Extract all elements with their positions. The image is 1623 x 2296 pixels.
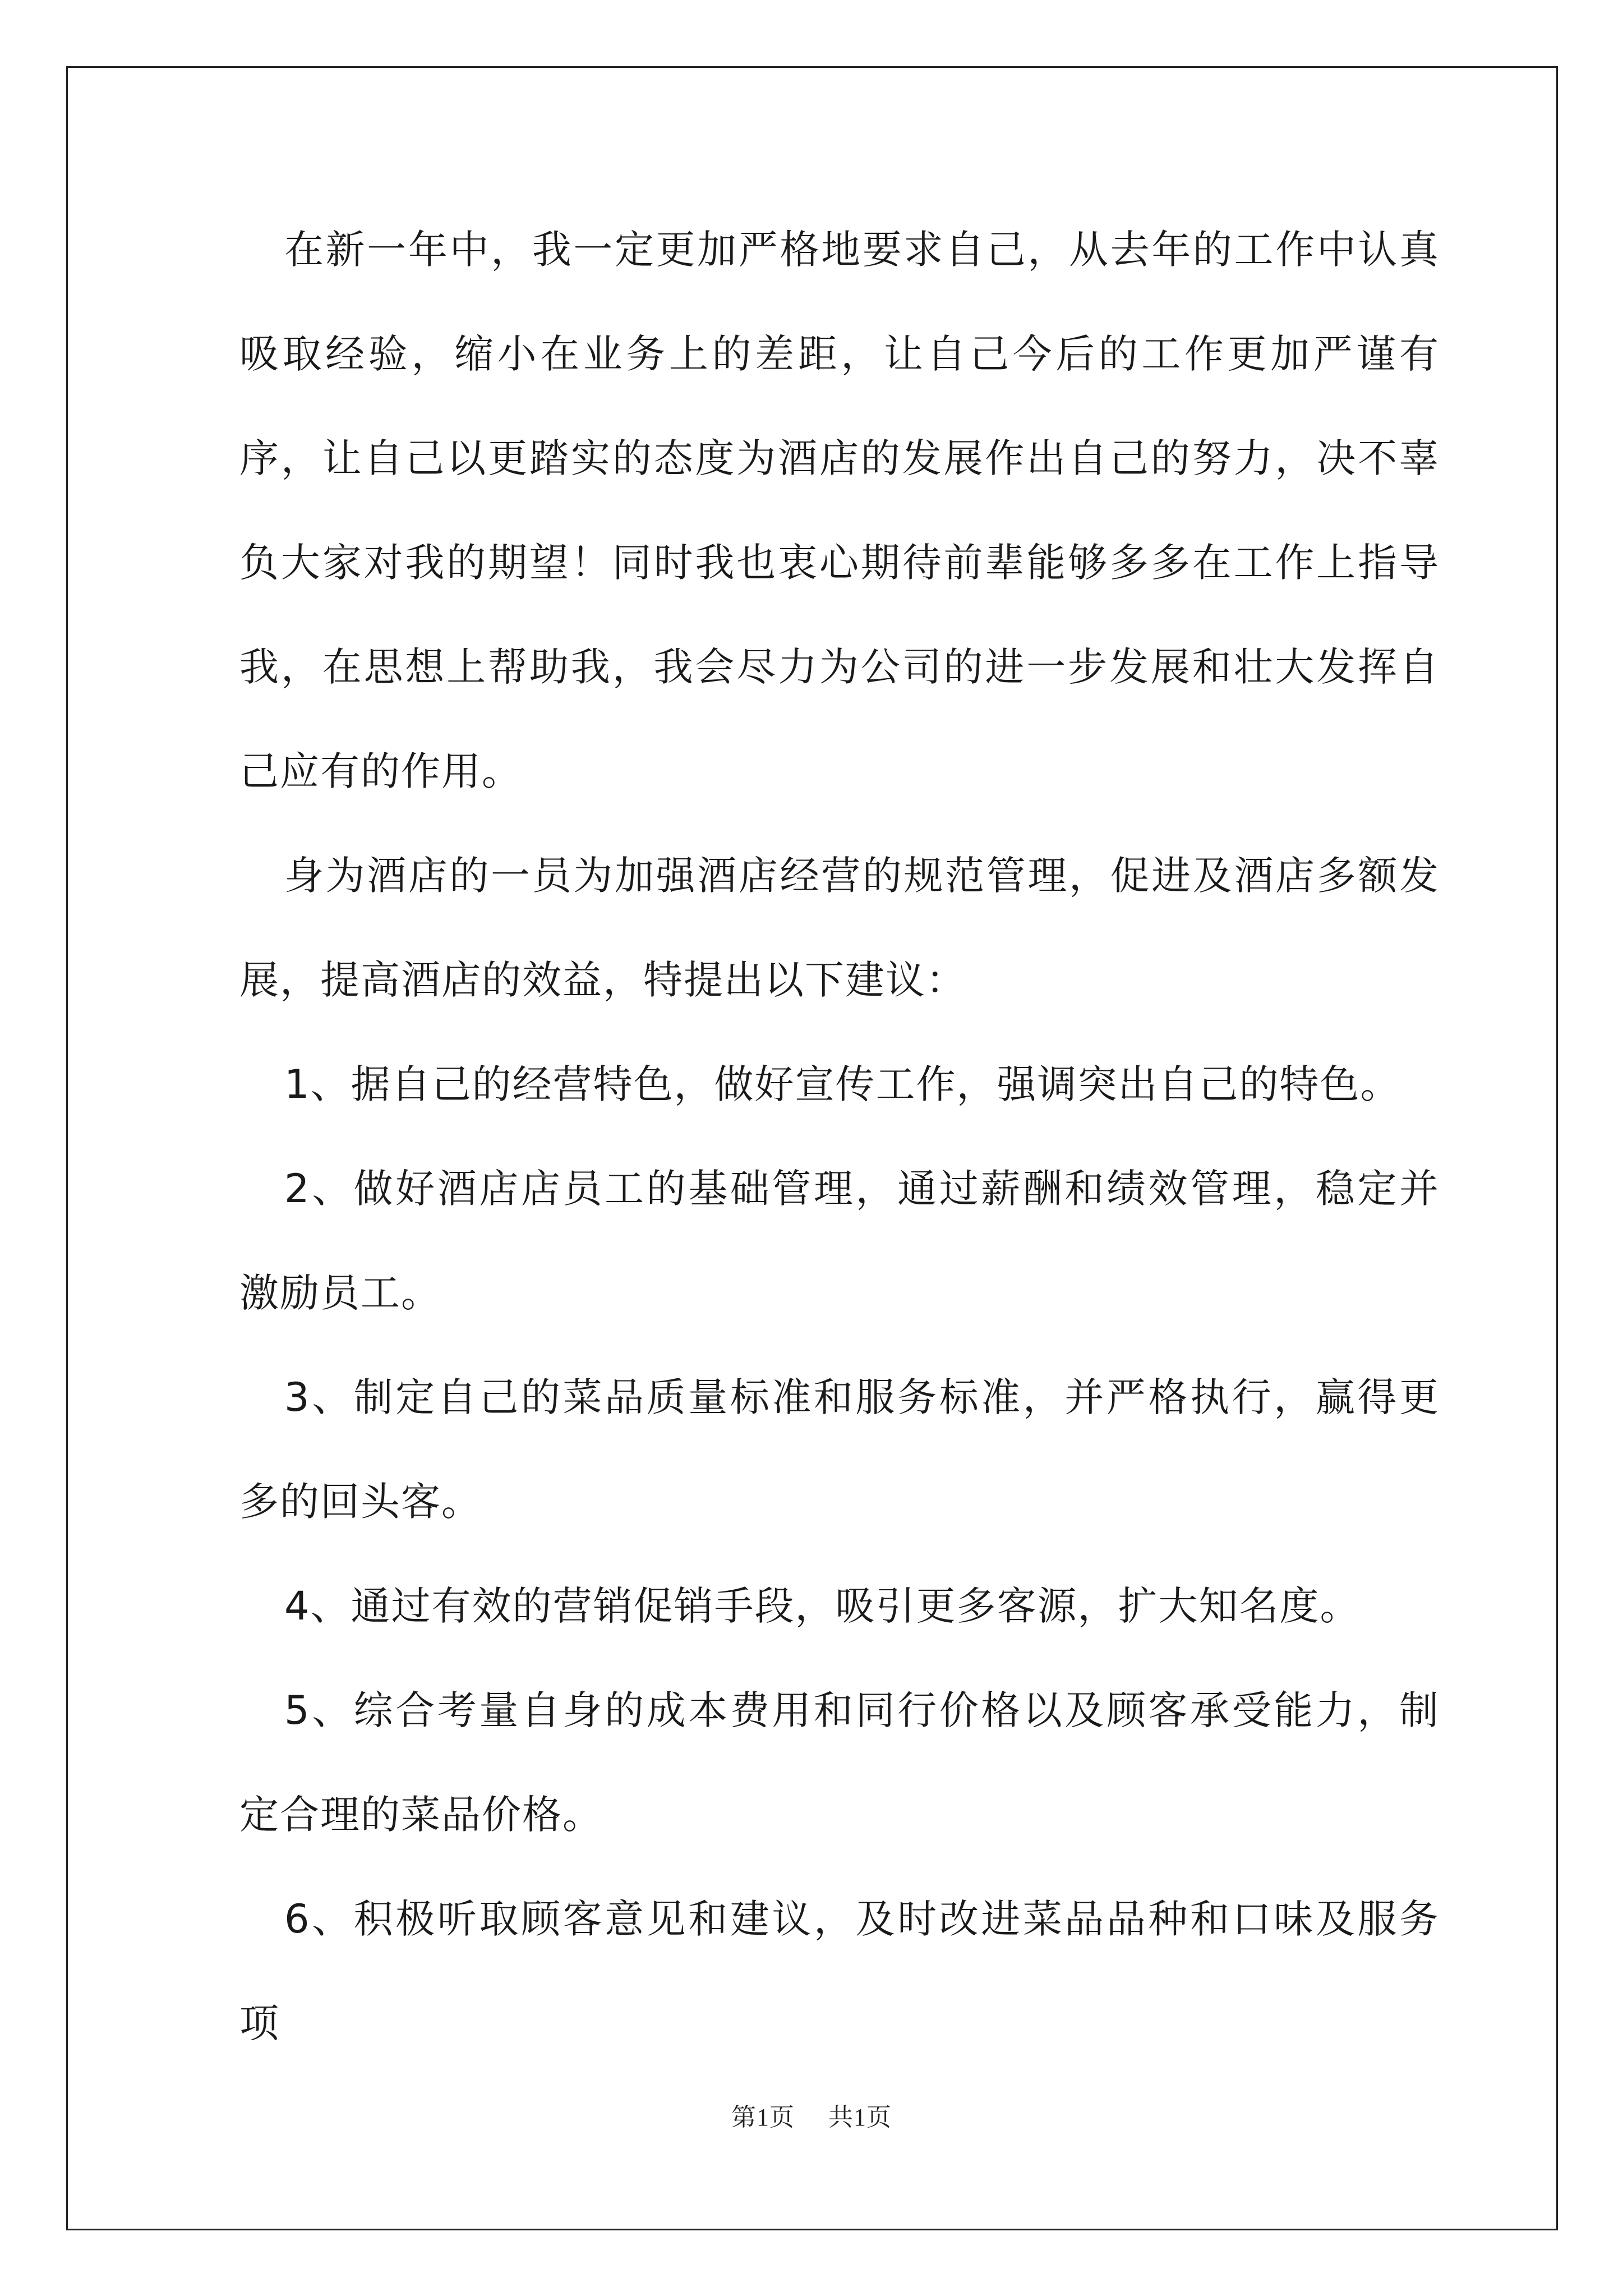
list-item-3: 3、制定自己的菜品质量标准和服务标准，并严格执行，赢得更多的回头客。 (239, 1374, 1440, 1525)
page-number: 第1页 (731, 2104, 795, 2131)
page-total: 共1页 (828, 2104, 892, 2131)
list-item-4: 4、通过有效的营销促销手段，吸引更多客源，扩大知名度。 (284, 1583, 1361, 1629)
document-body (239, 197, 1440, 2076)
page-footer (0, 2097, 1623, 2133)
list-item-1: 1、据自己的经营特色，做好宣传工作，强调突出自己的特色。 (284, 1061, 1401, 1107)
list-item-5: 5、综合考量自身的成本费用和同行价格以及顾客承受能力，制定合理的菜品价格。 (239, 1687, 1440, 1838)
list-item-6: 6、积极听取顾客意见和建议，及时改进菜品品种和口味及服务项 (239, 1896, 1440, 2046)
paragraph-2: 身为酒店的一员为加强酒店经营的规范管理，促进及酒店多额发展，提高酒店的效益，特提出以下建议： (239, 853, 1440, 1003)
paragraph-1: 在新一年中，我一定更加严格地要求自己，从去年的工作中认真吸取经验，缩小在业务上的差距，让自己今后的工作更加严谨有序，让自己以更踏实的态度为酒店的发展作出自己的努力，决不辜负大家对我的期望！同时我也衷心期待前辈能够多多在工作上指导我，在思想上帮助我，我会尽力为公司的进一步发展和壮大发挥自己应有的作用。 (239, 227, 1440, 794)
list-item-2: 2、做好酒店店员工的基础管理，通过薪酬和绩效管理，稳定并激励员工。 (239, 1166, 1440, 1316)
